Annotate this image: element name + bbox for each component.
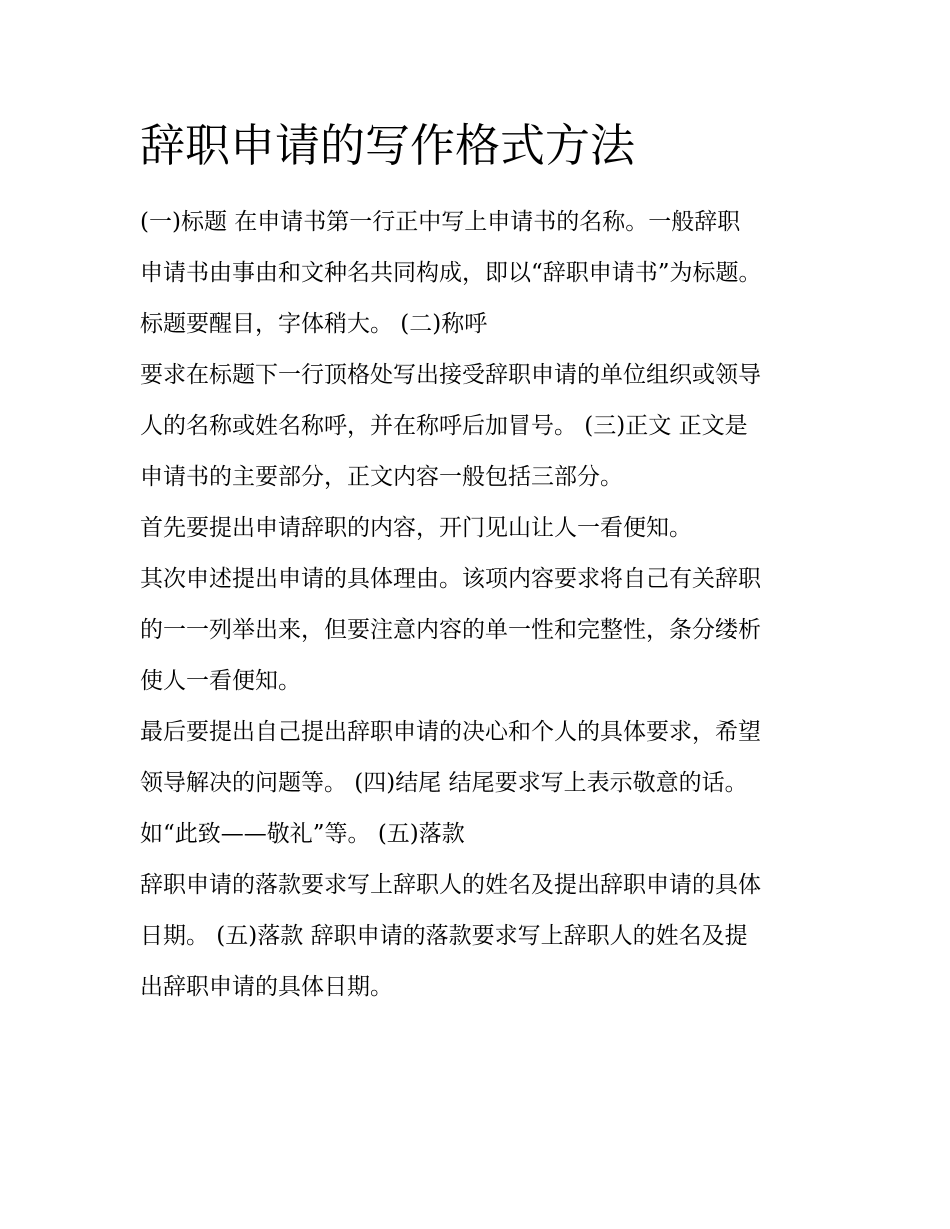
body-line: (一)标题 在申请书第一行正中写上申请书的名称。一般辞职 xyxy=(140,209,741,235)
body-line: 使人一看便知。 xyxy=(140,668,301,694)
body-line: 最后要提出自己提出辞职申请的决心和个人的具体要求，希望 xyxy=(140,719,761,745)
body-line: 人的名称或姓名称呼，并在称呼后加冒号。 (三)正文 正文是 xyxy=(140,413,748,439)
body-line: 如“此致——敬礼”等。 (五)落款 xyxy=(140,821,465,847)
body-line: 首先要提出申请辞职的内容，开门见山让人一看便知。 xyxy=(140,515,692,541)
body-line: 要求在标题下一行顶格处写出接受辞职申请的单位组织或领导 xyxy=(140,362,761,388)
body-line: 出辞职申请的具体日期。 xyxy=(140,974,393,1000)
body-line: 其次申述提出申请的具体理由。该项内容要求将自己有关辞职 xyxy=(140,566,761,592)
body-line: 申请书的主要部分，正文内容一般包括三部分。 xyxy=(140,464,623,490)
document-title: 辞职申请的写作格式方法 xyxy=(140,119,636,172)
body-line: 辞职申请的落款要求写上辞职人的姓名及提出辞职申请的具体 xyxy=(140,872,761,898)
body-line: 日期。 (五)落款 辞职申请的落款要求写上辞职人的姓名及提 xyxy=(140,923,748,949)
body-line: 的一一列举出来，但要注意内容的单一性和完整性，条分缕析 xyxy=(140,617,761,643)
body-line: 标题要醒目，字体稍大。 (二)称呼 xyxy=(140,311,488,337)
body-line: 领导解决的问题等。 (四)结尾 结尾要求写上表示敬意的话。 xyxy=(140,770,748,796)
body-line: 申请书由事由和文种名共同构成，即以“辞职申请书”为标题。 xyxy=(140,260,762,286)
